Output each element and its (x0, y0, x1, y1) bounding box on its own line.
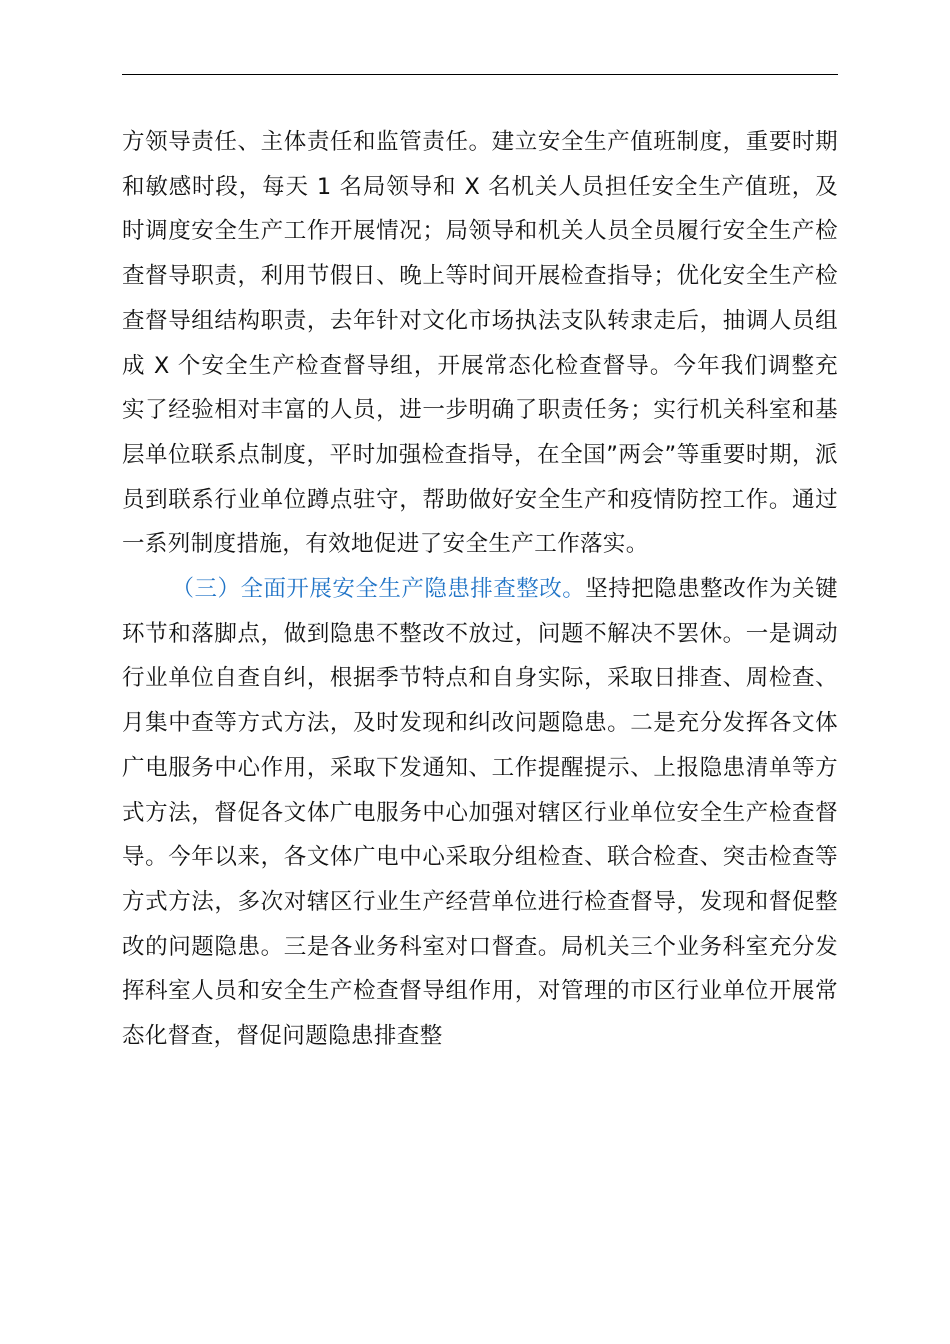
paragraph-text: 方领导责任、主体责任和监管责任。建立安全生产值班制度，重要时期和敏感时段，每天 1 名局领导和 X 名机关人员担任安全生产值班，及时调度安全生产工作开展情况；局领导和机关人员全员履行安全生产检查督导职责，利用节假日、晚上等时间开展检查指导；优化安全生产检查督导组结构职责，去年针对文化市场执法支队转隶走后，抽调人员组成 X 个安全生产检查督导组，开展常态化检查督导。今年我们调整充实了经验相对丰富的人员，进一步明确了职责任务；实行机关科室和基层单位联系点制度，平时加强检查指导，在全国”两会”等重要时期，派员到联系行业单位蹲点驻守，帮助做好安全生产和疫情防控工作。通过一系列制度措施，有效地促进了安全生产工作落实。 (122, 129, 838, 558)
header-rule (122, 74, 838, 75)
document-body (122, 120, 838, 1059)
paragraph-continued (122, 120, 838, 567)
paragraph-section-three (122, 567, 838, 1059)
paragraph-text: 坚持把隐患整改作为关键环节和落脚点，做到隐患不整改不放过，问题不解决不罢休。一是调动行业单位自查自纠，根据季节特点和自身实际，采取日排查、周检查、月集中查等方式方法，及时发现和纠改问题隐患。二是充分发挥各文体广电服务中心作用，采取下发通知、工作提醒提示、上报隐患清单等方式方法，督促各文体广电服务中心加强对辖区行业单位安全生产检查督导。今年以来，各文体广电中心采取分组检查、联合检查、突击检查等方式方法，多次对辖区行业生产经营单位进行检查督导，发现和督促整改的问题隐患。三是各业务科室对口督查。局机关三个业务科室充分发挥科室人员和安全生产检查督导组作用，对管理的市区行业单位开展常态化督查，督促问题隐患排查整 (122, 576, 839, 1050)
section-heading: （三）全面开展安全生产隐患排查整改。 (171, 576, 586, 603)
